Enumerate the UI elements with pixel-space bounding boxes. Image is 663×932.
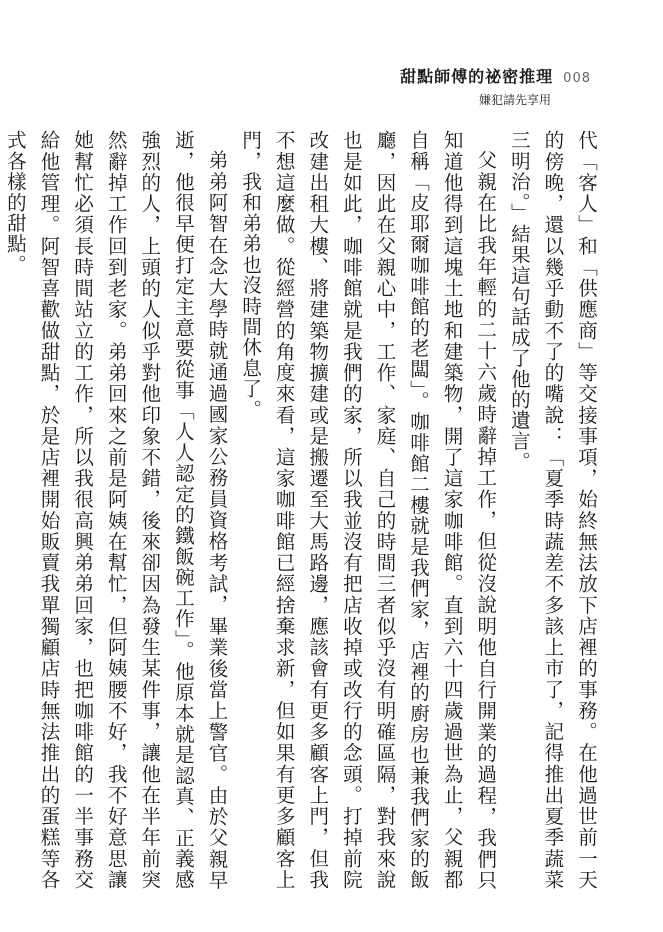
page-number: 008 <box>563 71 591 86</box>
chapter-title: 嫌犯請先享用 <box>478 93 551 107</box>
paragraph-1: 代「客人」和「供應商」等交接事項，始終無法放下店裡的事務。在他過世前一天的傍晚，還以幾乎動不了的嘴說：「夏季時蔬差不多該上市了，記得推出夏季蔬菜三明治。」結果這句話成了他的遺言。 <box>507 130 598 890</box>
page-header <box>400 64 591 108</box>
header-line <box>400 64 591 87</box>
paragraph-3: 弟弟阿智在念大學時就通過國家公務員資格考試，畢業後當上警官。由於父親早逝，他很早便打定主意要從事「人人認定的鐵飯碗工作」。他原本就是認真、正義感強烈的人，上頭的人似乎對他印象不錯，後來卻因為發生某件事，讓他在半年前突然辭掉工作回到老家。弟弟回來之前是阿姨在幫忙，但阿姨腰不好，我不好意思讓她幫忙必須長時間站立的工作，所以我很高興弟弟回家，也把咖啡館的一半事務交給他管理。阿智喜歡做甜點，於是店裡開始販賣我單獨顧店時無法推出的蛋糕等各式各樣的甜點。 <box>3 130 229 890</box>
book-title: 甜點師傅的祕密推理 <box>400 67 554 86</box>
paragraph-2: 父親在比我年輕的二十六歲時辭掉工作，但從沒說明他自行開業的過程，我們只知道他得到這塊土地和建築物，開了這家咖啡館。直到六十四歲過世為止，父親都自稱「皮耶爾咖啡館的老闆」。咖啡館二樓就是我們家，店裡的廚房也兼我們家的飯廳，因此在父親心中，工作、家庭、自己的時間三者似乎沒有明確區隔，對我來說也是如此，咖啡館就是我們的家，所以我並沒有把店收掉或改行的念頭。打掉前院改建出租大樓、將建築物擴建或是搬遷至大馬路邊，應該會有更多顧客上門，但我不想這麼做。從經營的角度來看，這家咖啡館已經捨棄求新，但如果有更多顧客上門，我和弟弟也沒時間休息了。 <box>239 130 498 890</box>
body-text <box>3 130 603 890</box>
